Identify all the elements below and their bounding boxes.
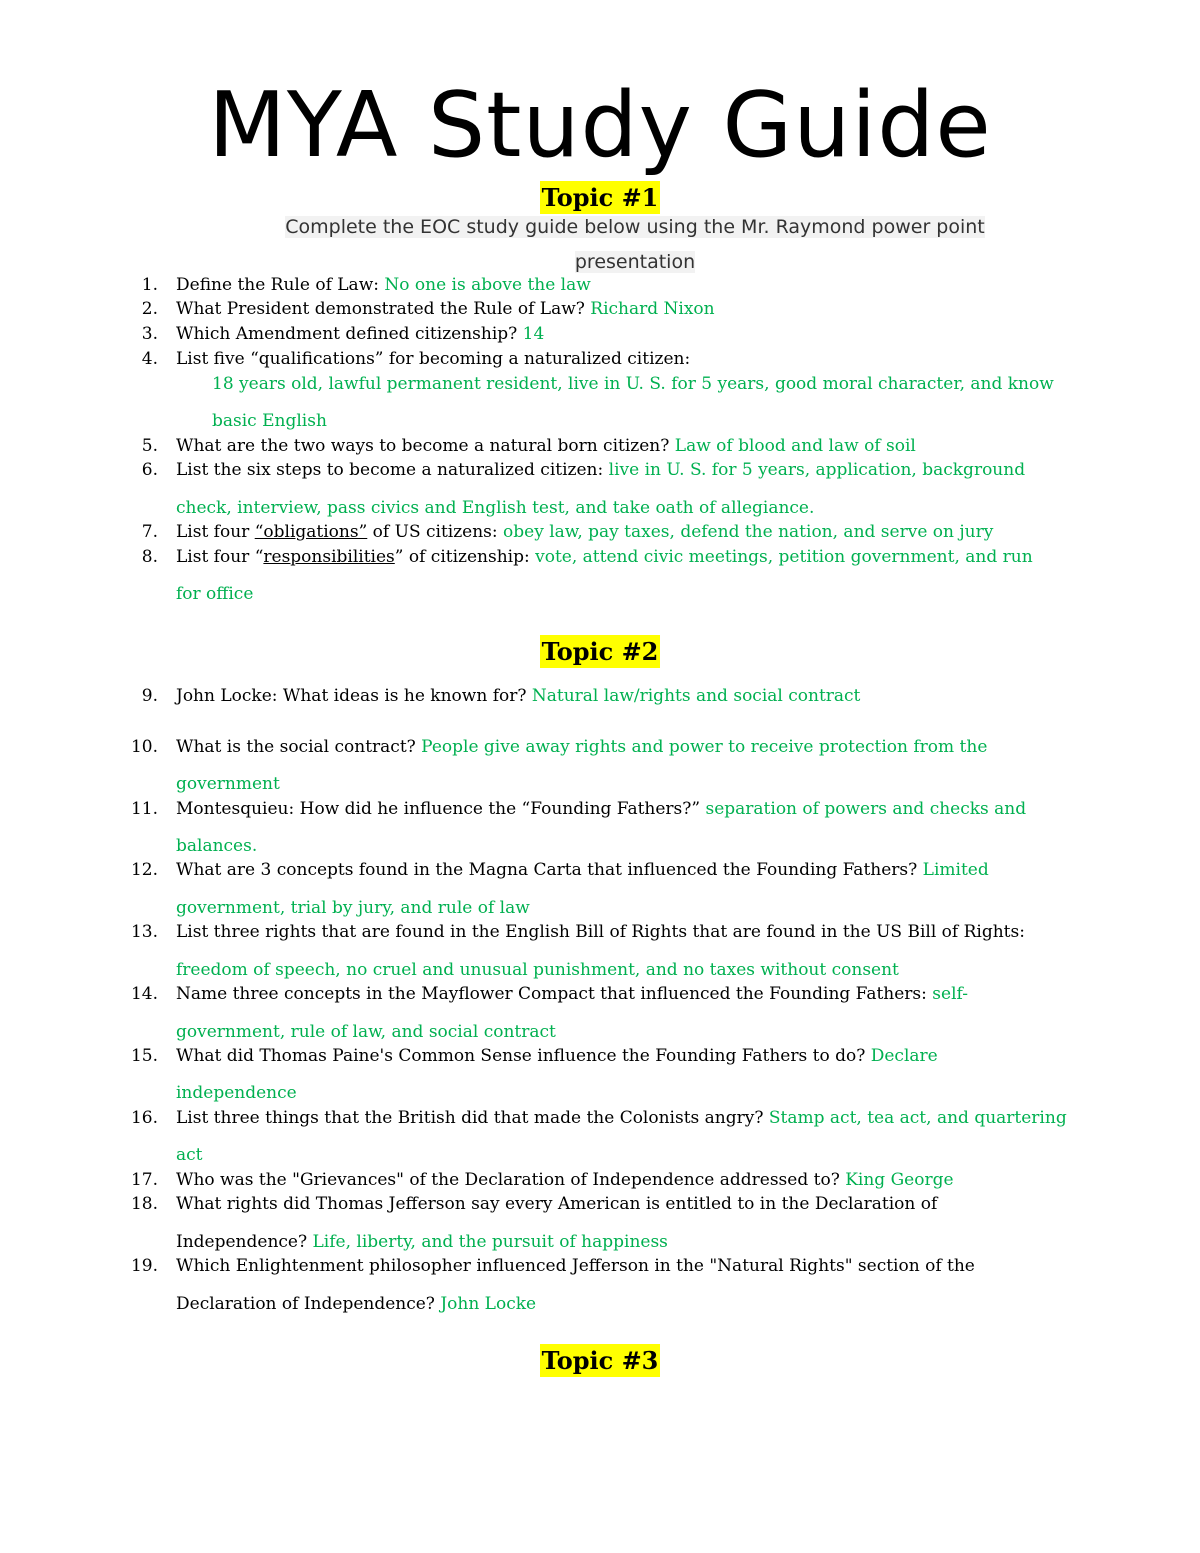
answer-text: basic English <box>212 411 327 431</box>
item-number: 4. <box>141 349 158 369</box>
item-number: 16. <box>130 1108 158 1128</box>
question-text: Independence? <box>176 1232 308 1252</box>
item-number: 9. <box>141 686 158 706</box>
page-title: MYA Study Guide <box>208 73 992 178</box>
answer-text: obey law, pay taxes, defend the nation, and serve on jury <box>503 522 994 542</box>
answer-text: Limited <box>922 860 989 880</box>
question-text: ” of citizenship: <box>394 547 530 567</box>
item-number: 10. <box>130 737 158 757</box>
question-text: Which Amendment defined citizenship? <box>176 324 518 344</box>
answer-text: Richard Nixon <box>590 299 715 319</box>
item-number: 15. <box>130 1046 158 1066</box>
item-number: 11. <box>130 799 158 819</box>
question-text: Declaration of Independence? <box>176 1294 435 1314</box>
answer-text: self- <box>932 984 968 1004</box>
question-text: Montesquieu: How did he influence the “Founding Fathers?” <box>176 799 701 819</box>
topic-1-heading: Topic #1 <box>541 183 659 212</box>
answer-text: Law of blood and law of soil <box>674 436 916 456</box>
answer-text: government, trial by jury, and rule of law <box>176 898 530 918</box>
item-number: 7. <box>141 522 158 542</box>
question-text: List the six steps to become a naturalized citizen: <box>176 460 604 480</box>
question-text: Who was the "Grievances" of the Declaration of Independence addressed to? <box>176 1170 840 1190</box>
item-number: 1. <box>141 275 158 295</box>
question-text: What are the two ways to become a natural born citizen? <box>176 436 670 456</box>
answer-text: Natural law/rights and social contract <box>531 686 861 706</box>
answer-text: for office <box>176 584 254 604</box>
question-text: What did Thomas Paine's Common Sense influence the Founding Fathers to do? <box>176 1046 866 1066</box>
underlined-term: “obligations” <box>254 522 368 542</box>
question-text: What is the social contract? <box>176 737 416 757</box>
answer-text: King George <box>845 1170 954 1190</box>
answer-text: 14 <box>522 324 545 344</box>
item-number: 13. <box>130 922 158 942</box>
answer-text: People give away rights and power to receive protection from the <box>421 737 988 757</box>
item-number: 6. <box>141 460 158 480</box>
answer-text: balances. <box>176 836 258 856</box>
item-number: 8. <box>141 547 158 567</box>
item-number: 14. <box>130 984 158 1004</box>
answer-text: government <box>176 774 280 794</box>
item-number: 12. <box>130 860 158 880</box>
item-number: 17. <box>130 1170 158 1190</box>
answer-text: vote, attend civic meetings, petition government, and run <box>535 547 1033 567</box>
answer-text: Stamp act, tea act, and quartering <box>768 1108 1067 1128</box>
answer-text: Life, liberty, and the pursuit of happiness <box>312 1232 668 1252</box>
item-number: 19. <box>130 1256 158 1276</box>
item-number: 3. <box>141 324 158 344</box>
question-text: Which Enlightenment philosopher influenced Jefferson in the "Natural Rights" section of the <box>176 1256 975 1276</box>
question-text: List five “qualifications” for becoming a naturalized citizen: <box>176 349 691 369</box>
answer-text: separation of powers and checks and <box>705 799 1027 819</box>
topic-3-heading: Topic #3 <box>541 1346 659 1375</box>
answer-text: John Locke <box>440 1294 537 1314</box>
topic-2-heading: Topic #2 <box>541 637 659 666</box>
item-number: 5. <box>141 436 158 456</box>
underlined-term: responsibilities <box>263 547 395 567</box>
item-number: 2. <box>141 299 158 319</box>
answer-text: act <box>176 1145 203 1165</box>
question-text: What President demonstrated the Rule of Law? <box>176 299 585 319</box>
answer-text: No one is above the law <box>384 275 591 295</box>
answer-text: independence <box>176 1083 297 1103</box>
answer-text: 18 years old, lawful permanent resident, live in U. S. for 5 years, good moral character, and know <box>212 374 1054 394</box>
question-text: List four “ <box>176 547 264 567</box>
question-text: List three rights that are found in the English Bill of Rights that are found in the US Bill of Rights: <box>176 922 1025 942</box>
question-text: List four <box>176 522 255 542</box>
answer-text: Declare <box>870 1046 938 1066</box>
question-text: Define the Rule of Law: <box>176 275 379 295</box>
question-text: What are 3 concepts found in the Magna Carta that influenced the Founding Fathers? <box>176 860 918 880</box>
question-text: List three things that the British did that made the Colonists angry? <box>176 1108 764 1128</box>
question-text: Name three concepts in the Mayflower Compact that influenced the Founding Fathers: <box>176 984 927 1004</box>
question-text: John Locke: What ideas is he known for? <box>176 686 527 706</box>
answer-text: government, rule of law, and social contract <box>176 1022 556 1042</box>
answer-text: check, interview, pass civics and English test, and take oath of allegiance. <box>176 498 815 518</box>
answer-text: freedom of speech, no cruel and unusual punishment, and no taxes without consent <box>176 960 899 980</box>
item-number: 18. <box>130 1194 158 1214</box>
answer-text: live in U. S. for 5 years, application, background <box>608 460 1026 480</box>
intro-text: Complete the EOC study guide below using the Mr. Raymond power point presentation <box>285 216 985 273</box>
question-text: What rights did Thomas Jefferson say every American is entitled to in the Declaration of <box>176 1194 938 1214</box>
question-text: of US citizens: <box>367 522 498 542</box>
